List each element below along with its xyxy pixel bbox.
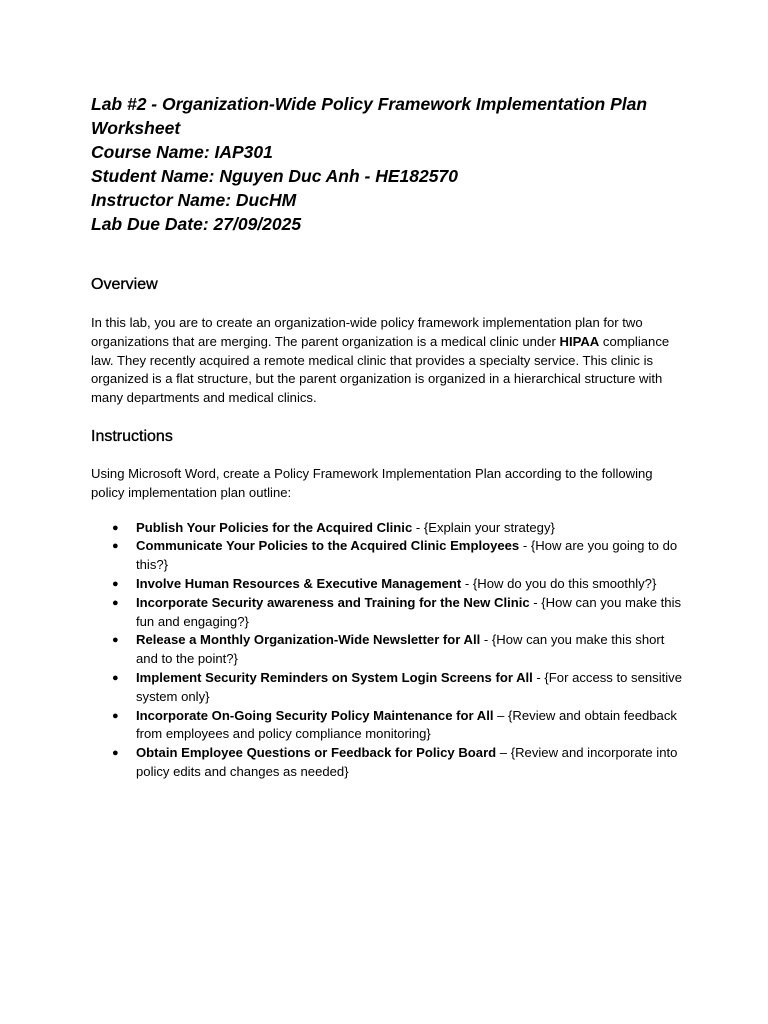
lab-title-line-2: Worksheet xyxy=(91,118,181,138)
list-item-title: Incorporate On-Going Security Policy Maintenance for All xyxy=(136,707,494,723)
list-item-title: Communicate Your Policies to the Acquired Clinic Employees xyxy=(136,538,520,554)
bullet-icon: ● xyxy=(112,709,119,722)
list-item-title: Obtain Employee Questions or Feedback for Policy Board xyxy=(136,745,497,761)
overview-paragraph xyxy=(91,314,688,408)
bullet-icon: ● xyxy=(112,577,119,590)
list-item-detail: – {Review and obtain feedback from employees and policy compliance monitoring} xyxy=(136,707,677,742)
bullet-icon: ● xyxy=(112,747,119,760)
list-item xyxy=(91,537,688,575)
list-item-title: Incorporate Security awareness and Training for the New Clinic xyxy=(136,594,530,610)
bullet-icon: ● xyxy=(112,596,119,609)
bullet-icon: ● xyxy=(112,521,119,534)
overview-heading: Overview xyxy=(91,276,158,293)
overview-text-part-2: compliance law. They recently acquired a remote medical clinic that provides a specialty service. This clinic is organized is a flat structure, but the parent organization is organized in a hierarchical structure with many departments and medical clinics. xyxy=(91,333,670,406)
list-item xyxy=(91,594,688,632)
list-item-detail: - {How do you do this smoothly?} xyxy=(461,575,657,591)
bullet-icon: ● xyxy=(112,540,119,553)
lab-title-line-1: Lab #2 - Organization-Wide Policy Framework Implementation Plan xyxy=(91,94,648,114)
list-item-detail: - {Explain your strategy} xyxy=(412,519,555,535)
list-item-title: Release a Monthly Organization-Wide Newsletter for All xyxy=(136,632,481,648)
list-item-title: Implement Security Reminders on System Login Screens for All xyxy=(136,669,533,685)
lab-due-date: Lab Due Date: 27/09/2025 xyxy=(91,214,302,234)
list-item xyxy=(91,519,688,538)
bullet-icon: ● xyxy=(112,634,119,647)
list-item xyxy=(91,631,688,669)
instructor-name: Instructor Name: DucHM xyxy=(91,190,297,210)
list-item-detail: - {For access to sensitive system only} xyxy=(136,669,682,704)
document-header xyxy=(91,92,688,236)
list-item-detail: – {Review and incorporate into policy edits and changes as needed} xyxy=(136,745,678,779)
list-item-title: Publish Your Policies for the Acquired Clinic xyxy=(136,519,413,535)
overview-text-part-1: In this lab, you are to create an organization-wide policy framework implementation plan for two organizations that are merging. The parent organization is a medical clinic under xyxy=(91,315,643,349)
list-item xyxy=(91,575,688,594)
list-item xyxy=(91,707,688,745)
overview-hipaa: HIPAA xyxy=(559,333,600,349)
outline-list xyxy=(91,519,688,782)
list-item-title: Involve Human Resources & Executive Management xyxy=(136,575,462,591)
list-item-detail: - {How can you make this fun and engaging?} xyxy=(136,594,682,629)
list-item-detail: - {How can you make this short and to the point?} xyxy=(136,632,665,667)
instructions-heading: Instructions xyxy=(91,427,173,445)
list-item-detail: - {How are you going to do this?} xyxy=(136,538,678,573)
list-item xyxy=(91,669,688,707)
list-item xyxy=(91,744,688,782)
course-name: Course Name: IAP301 xyxy=(91,142,273,162)
instructions-intro: Using Microsoft Word, create a Policy Framework Implementation Plan according to the following policy implementation plan outline: xyxy=(91,465,653,500)
bullet-icon: ● xyxy=(112,671,119,684)
student-name: Student Name: Nguyen Duc Anh - HE182570 xyxy=(91,166,458,186)
